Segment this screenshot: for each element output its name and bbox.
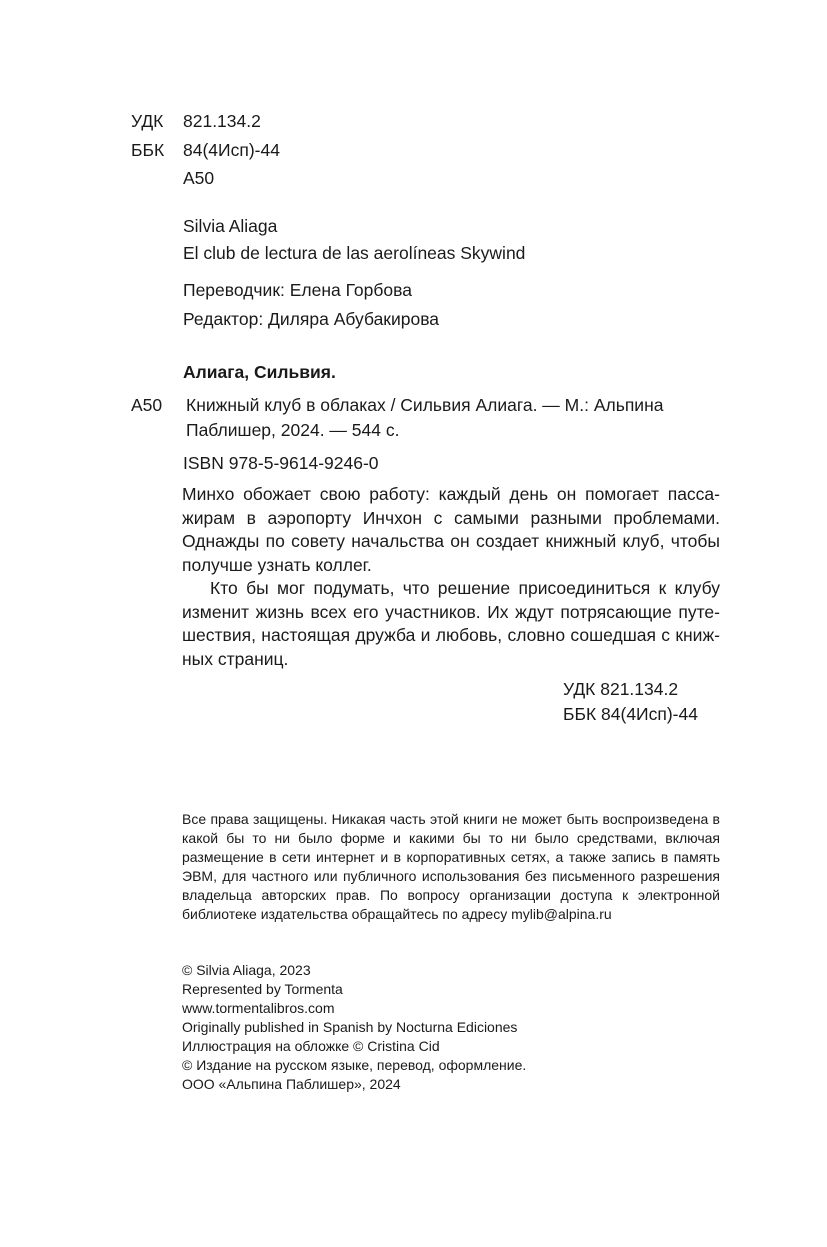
editor-credit: Редактор: Диляра Абубакирова [183, 309, 440, 329]
udk-label: УДК [131, 111, 164, 131]
copyright-line: Иллюстрация на обложке © Cristina Cid [182, 1038, 440, 1054]
copyright-line: © Издание на русском языке, перевод, оформление. [182, 1057, 527, 1073]
copyright-line: Originally published in Spanish by Nocturna Ediciones [182, 1019, 518, 1035]
isbn: ISBN 978-5-9614-9246-0 [183, 453, 379, 473]
original-title: El club de lectura de las aerolíneas Skywind [183, 243, 526, 263]
classification-bbk: ББК 84(4Исп)-44 [563, 704, 698, 724]
bbk-value: 84(4Исп)-44 [183, 140, 280, 160]
copyright-line: www.tormentalibros.com [182, 1000, 335, 1016]
classification-udk: УДК 821.134.2 [563, 679, 679, 699]
rights-notice: Все права защищены. Никакая часть этой книги не может быть воспроизведена в какой бы то ни было форме и какими бы то ни было средствами, включая размещение в сети интернет и в корпоративных сетях, а также запись в память ЭВМ, для частного или публичного использования без письменного разрешения владельца авторских прав. По вопросу организации доступа к электронной библиотеке издательства обращайтесь по адресу mylib@alpina.ru [182, 811, 720, 922]
annotation [182, 483, 720, 671]
translator-credit: Переводчик: Елена Горбова [183, 280, 412, 300]
copyright-line: ООО «Альпина Паблишер», 2024 [182, 1076, 401, 1092]
copyright-line: Represented by Tormenta [182, 981, 343, 997]
bibliographic-line-2: Паблишер, 2024. — 544 с. [186, 420, 400, 440]
bibliographic-line-1: Книжный клуб в облаках / Сильвия Алиага. — М.: Альпина [186, 395, 664, 415]
original-author: Silvia Aliaga [183, 216, 278, 236]
annotation-paragraph-2: Кто бы мог подумать, что решение присоединиться к клубу изменит жизнь всех его участников. Их ждут потрясающие путешествия, настоящая дружба и любовь, словно сошедшая с книжных страниц. [182, 578, 720, 669]
copyright-line: © Silvia Aliaga, 2023 [182, 962, 311, 978]
bibliographic-code: А50 [131, 395, 163, 415]
author-sign: А50 [183, 168, 215, 188]
bbk-label: ББК [131, 140, 165, 160]
bibliographic-heading: Алиага, Сильвия. [183, 362, 336, 382]
udk-value: 821.134.2 [183, 111, 261, 131]
annotation-paragraph-1: Минхо обожает свою работу: каждый день он помогает пассажирам в аэропорту Инчхон с самыми разными проблемами. Однажды по совету начальства он создает книжный клуб, чтобы получше узнать коллег. [182, 484, 720, 575]
